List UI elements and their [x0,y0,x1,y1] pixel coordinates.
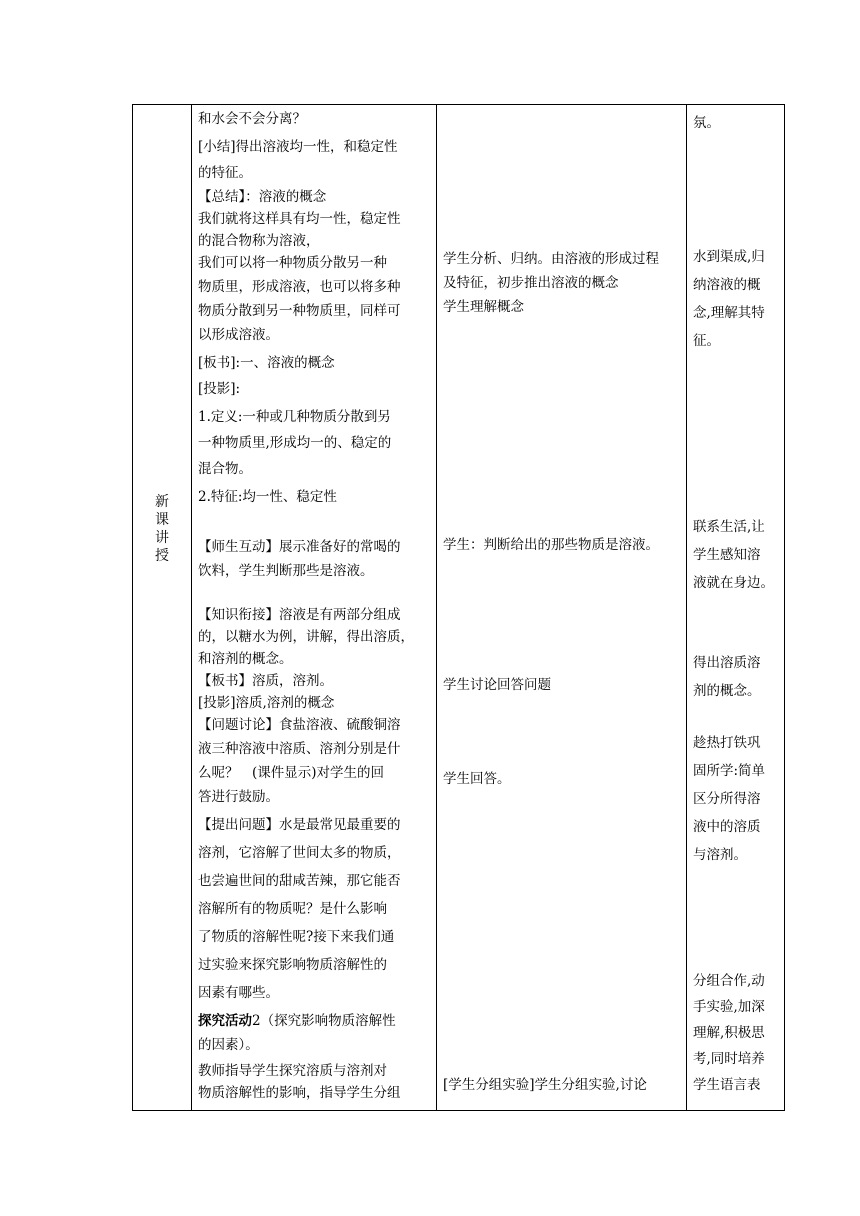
text-line: 的特征。 [198,165,252,181]
text-line: 分组合作,动 [693,973,765,989]
teacher-activity-column [192,105,436,1110]
text-line: 【师生互动】展示准备好的常喝的 [198,539,401,555]
text-line: 的混合物称为溶液， [198,233,320,249]
text-line: 因素有哪些。 [198,985,279,1001]
text-line: 么呢？ (课件显示)对学生的回 [198,765,385,781]
text-line: 混合物。 [198,461,252,477]
text-line: 氛。 [693,115,720,131]
text-line: 纳溶液的概 [693,277,761,293]
text-line: 念,理解其特 [693,305,765,321]
text-line: 与溶剂。 [693,847,747,863]
lesson-plan-table [132,104,785,1111]
text-line: 剂的概念。 [693,683,761,699]
text-line: 也尝遍世间的甜咸苦辣，那它能否 [198,873,401,889]
text-line: 趁热打铁巩 [693,735,761,751]
text-line [198,1009,432,1029]
text-line: 2.特征:均一性、稳定性 [198,489,337,505]
text-line: 液三种溶液中溶质、溶剂分别是什 [198,741,401,757]
text-line: 液中的溶质 [693,819,761,835]
text-line: 1.定义:一种或几种物质分散到另 [198,409,391,425]
text-line: [学生分组实验]学生分组实验,讨论 [443,1077,647,1093]
text-line: 及特征，初步推出溶液的概念 [443,275,619,291]
text-line: 过实验来探究影响物质溶解性的 [198,957,387,973]
text-line: 和水会不会分离？ [198,111,306,127]
text-line: 学生讨论回答问题 [443,677,551,693]
text-line: 【问题讨论】食盐溶液、硫酸铜溶 [198,717,401,733]
text-line: 一种物质里,形成均一的、稳定的 [198,435,392,451]
text-line: 【板书】溶质，溶剂。 [198,673,333,689]
text-line: [板书]:一、溶液的概念 [198,355,335,371]
text-line: 的，以糖水为例，讲解，得出溶质， [198,629,414,645]
bold-heading: 探究活动 [198,1013,252,1029]
text-line: [投影]溶质,溶剂的概念 [198,695,335,711]
text-line: 固所学:简单 [693,763,766,779]
text-line: 了物质的溶解性呢?接下来我们通 [198,929,395,945]
text-fragment: 2（探究影响物质溶解性 [252,1013,396,1029]
text-line: [小结]得出溶液均一性，和稳定性 [198,139,398,155]
text-line: 水到渠成,归 [693,249,765,265]
text-line: 我们可以将一种物质分散另一种 [198,255,387,271]
text-line: 区分所得溶 [693,791,761,807]
text-line: 液就在身边。 [693,575,774,591]
text-line: 溶解所有的物质呢？是什么影响 [198,901,387,917]
text-line: 的因素）。 [198,1037,259,1053]
text-line: 饮料，学生判断那些是溶液。 [198,563,374,579]
text-line: 物质分散到另一种物质里，同样可 [198,303,401,319]
text-line: 【知识衔接】溶液是有两部分组成 [198,607,401,623]
text-line: 学生理解概念 [443,299,524,315]
text-line: 手实验,加深 [693,999,765,1015]
text-line: 教师指导学生探究溶质与溶剂对 [198,1063,387,1079]
section-label-char: 课 [155,512,169,528]
section-label-char: 授 [155,548,169,564]
text-line: 学生感知溶 [693,547,761,563]
text-line: 溶剂，它溶解了世间太多的物质， [198,845,401,861]
text-line: 【提出问题】水是最常见最重要的 [198,817,401,833]
text-line: 物质里，形成溶液，也可以将多种 [198,279,401,295]
section-label [133,493,191,565]
text-line: 理解,积极思 [693,1025,765,1041]
text-line: 学生语言表 [693,1077,761,1093]
text-line: 征。 [693,333,720,349]
section-label-char: 新 [155,494,169,510]
text-line: 和溶剂的概念。 [198,651,293,667]
text-line: 学生分析、归纳。由溶液的形成过程 [443,251,659,267]
text-line: 以形成溶液。 [198,327,279,343]
design-intent-column [687,105,784,1110]
text-line: [投影]: [198,381,241,397]
text-line: 【总结】：溶液的概念 [198,189,327,205]
text-line: 学生回答。 [443,771,511,787]
student-activity-column [437,105,686,1110]
text-line: 物质溶解性的影响，指导学生分组 [198,1085,401,1101]
text-line: 学生：判断给出的那些物质是溶液。 [443,537,659,553]
text-line: 我们就将这样具有均一性，稳定性 [198,211,401,227]
section-label-char: 讲 [155,530,169,546]
text-line: 考,同时培养 [693,1051,765,1067]
text-line: 联系生活,让 [693,519,765,535]
text-line: 得出溶质溶 [693,655,761,671]
text-line: 答进行鼓励。 [198,789,279,805]
